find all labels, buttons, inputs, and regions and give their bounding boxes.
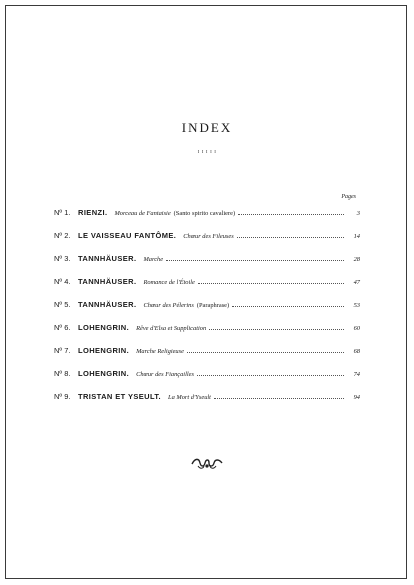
entry-page: 94 — [353, 394, 360, 401]
dot-leader — [214, 398, 344, 399]
entry-page: 3 — [356, 210, 360, 217]
entry-opera: TANNHÄUSER. — [78, 300, 137, 309]
dot-leader — [166, 260, 344, 261]
entry-piece: Chœur des Pélerins — [143, 302, 194, 309]
entry-number: Nº 4. — [54, 277, 71, 286]
entry-page: 53 — [353, 302, 360, 309]
index-title: INDEX — [181, 120, 233, 135]
dot-leader — [238, 214, 344, 215]
entry-opera: TANNHÄUSER. — [78, 254, 137, 263]
entry-subtitle: (Paraphrase) — [196, 302, 230, 309]
index-entry-8 — [54, 369, 360, 381]
entry-page: 74 — [353, 371, 360, 378]
index-entry-5 — [54, 300, 360, 312]
dot-leader — [237, 237, 344, 238]
entry-number: Nº 1. — [54, 208, 71, 217]
entry-piece: Chœur des Fiançailles — [136, 371, 194, 378]
entry-subtitle: (Santo spirito cavaliere) — [173, 210, 236, 217]
title-ornament: ɪ ɪ ɪ ɪ ɪ — [197, 149, 217, 155]
entry-opera: LOHENGRIN. — [78, 323, 130, 332]
entry-page: 28 — [353, 256, 360, 263]
index-entry-4 — [54, 277, 360, 289]
index-entry-3 — [54, 254, 360, 266]
entry-number: Nº 2. — [54, 231, 71, 240]
entry-page: 68 — [353, 348, 360, 355]
index-entry-9 — [54, 392, 360, 404]
dot-leader — [187, 352, 344, 353]
entry-piece: Marche Religieuse — [136, 348, 184, 355]
entry-page: 14 — [353, 233, 360, 240]
dot-leader — [232, 306, 344, 307]
entry-opera: LE VAISSEAU FANTÔME. — [78, 231, 177, 240]
entry-piece: Marche — [143, 256, 164, 263]
index-entry-2 — [54, 231, 360, 243]
entry-number: Nº 7. — [54, 346, 71, 355]
entry-piece: Romance de l'Étoile — [143, 279, 195, 286]
entry-opera: TANNHÄUSER. — [78, 277, 137, 286]
index-entry-7 — [54, 346, 360, 358]
entry-number: Nº 9. — [54, 392, 71, 401]
entry-opera: LOHENGRIN. — [78, 346, 130, 355]
entry-number: Nº 8. — [54, 369, 71, 378]
entry-piece: La Mort d'Yseult — [168, 394, 211, 401]
pages-column-label: Pages — [341, 194, 356, 200]
index-entry-6 — [54, 323, 360, 335]
entry-piece: Rêve d'Elsa et Supplication — [136, 325, 207, 332]
dot-leader — [209, 329, 344, 330]
entry-number: Nº 6. — [54, 323, 71, 332]
dot-leader — [197, 375, 344, 376]
entry-page: 47 — [353, 279, 360, 286]
entry-opera: RIENZI. — [78, 208, 108, 217]
dot-leader — [198, 283, 344, 284]
flourish-ornament-icon — [0, 456, 414, 475]
page-border — [5, 5, 407, 579]
index-entry-1 — [54, 208, 360, 220]
entry-piece: Chœur des Fileuses — [183, 233, 234, 240]
entry-opera: LOHENGRIN. — [78, 369, 130, 378]
entry-number: Nº 3. — [54, 254, 71, 263]
entry-opera: TRISTAN ET YSEULT. — [78, 392, 162, 401]
entry-page: 60 — [353, 325, 360, 332]
entry-piece: Morceau de Fantaisie — [114, 210, 171, 217]
entry-number: Nº 5. — [54, 300, 71, 309]
